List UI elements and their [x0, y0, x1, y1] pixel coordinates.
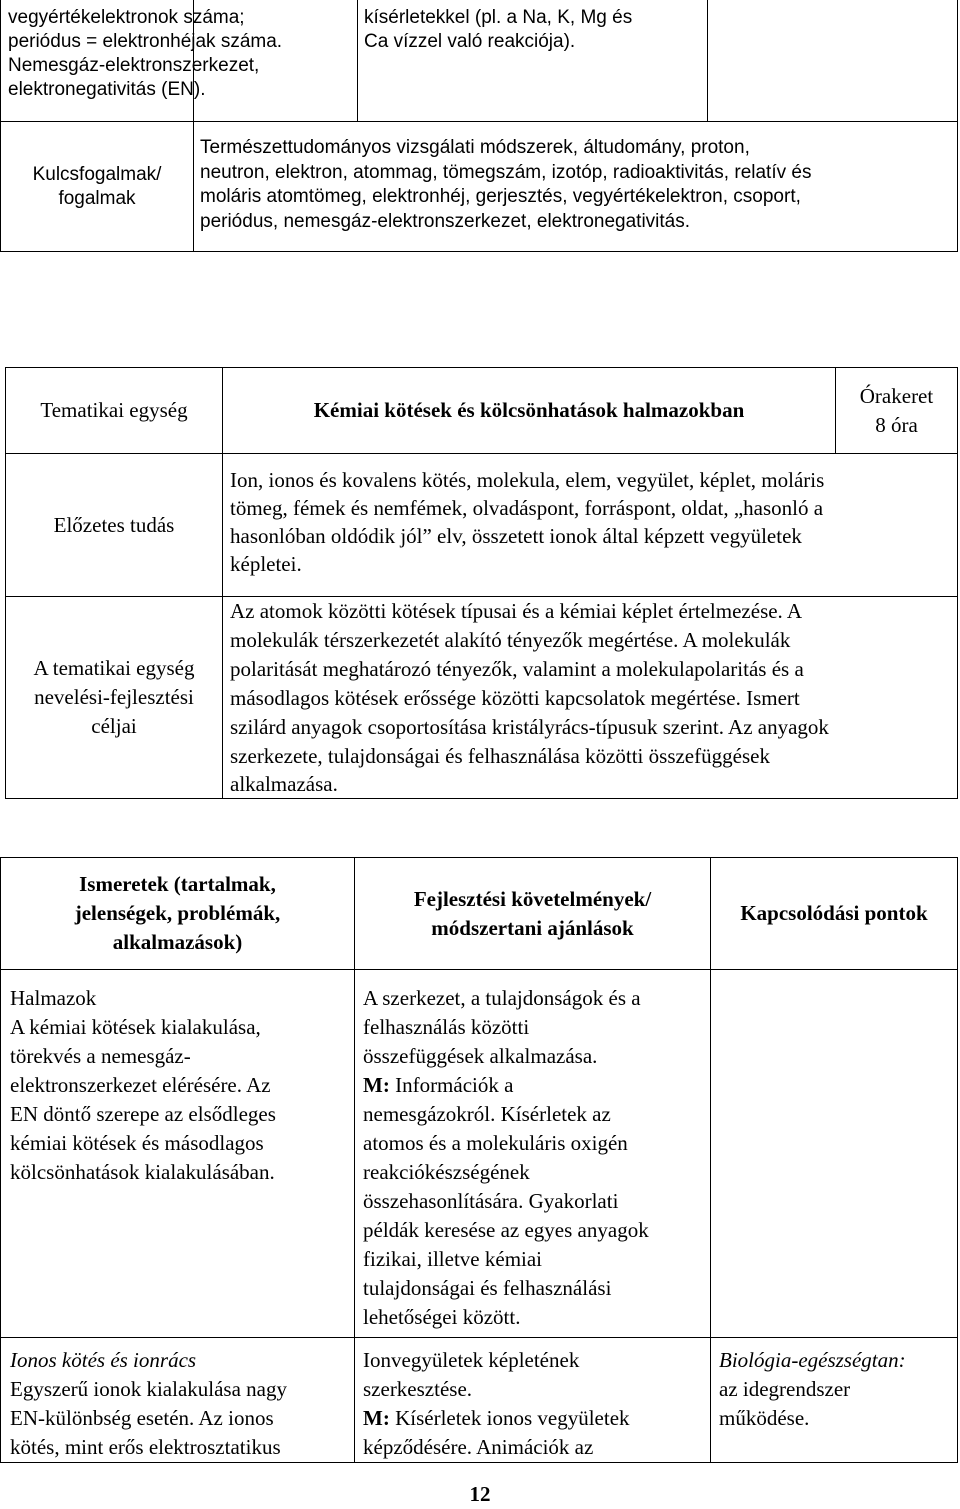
halmazok-content: Halmazok A kémiai kötések kialakulása, törekvés a nemesgáz- elektronszerkezet elérésére. Az EN döntő szerepe az elsődleges kémiai kötések és másodlagos kölcsönhatások kialakulásában.	[10, 984, 352, 1187]
prior-knowledge-text: Ion, ionos és kovalens kötés, molekula, elem, vegyület, képlet, moláris tömeg, fémek és nemfémek, olvadáspont, forráspont, oldat, „hasonló a hasonlóban oldódik jól” elv, összetett ionok által képzett vegyületek képletei.	[230, 468, 825, 576]
table1-row1-left: vegyértékelektronok száma; periódus = elektronhéjak száma. Nemesgáz-elektronszerkezet, elektronegativitás (EN).	[8, 7, 283, 100]
table3-right	[957, 857, 958, 1463]
col-header-content: Ismeretek (tartalmak, jelenségek, problémák, alkalmazások)	[74, 872, 281, 954]
method-marker: M:	[363, 1073, 390, 1097]
key-concepts-text: Természettudományos vizsgálati módszerek, áltudomány, proton, neutron, elektron, atommag, tömegszám, izotóp, radioaktivitás, relatív és moláris atomtömeg, elektronhéj, gerjesztés, vegyértékelektron, csoport, periódus, nemesgáz-elektronszerkezet, elektronegativitás.	[200, 137, 812, 232]
halmazok-requirements: A szerkezet, a tulajdonságok és a felhasználás közötti összefüggések alkalmazása. M: Információk a nemesgázokról. Kísérletek az atomos és a molekuláris oxigén reakciókészségének összehasonlítására. Gyakorlati példák keresése az egyes anyagok fizikai, illetve kémiai tulajdonságai és felhasználási lehetőségei között.	[363, 986, 649, 1329]
unit-title: Kémiai kötések és kölcsönhatások halmazokban	[313, 398, 745, 422]
page-number: 12	[469, 1482, 491, 1506]
col-header-requirements: Fejlesztési követelmények/ módszertani ajánlások	[413, 886, 652, 940]
unit-label: Tematikai egység	[40, 398, 188, 422]
goals-label: A tematikai egység nevelési-fejlesztési céljai	[33, 656, 195, 738]
table1-right	[957, 0, 958, 252]
table3-header-bottom	[0, 969, 958, 970]
ionic-bond-content: Ionos kötés és ionrács Egyszerű ionok kialakulása nagy EN-különbség esetén. Az ionos kötés, mint erős elektrosztatikus	[10, 1346, 352, 1462]
time-frame: Órakeret 8 óra	[859, 383, 934, 437]
table3-row-divider	[0, 1337, 958, 1338]
table1-col-divider-2	[357, 0, 358, 122]
prior-knowledge-label: Előzetes tudás	[53, 512, 175, 537]
ionic-bond-requirements: Ionvegyületek képletének szerkesztése. M: Kísérletek ionos vegyületek képződésére. Animációk az	[363, 1348, 630, 1459]
table1-col-divider-3	[707, 0, 708, 122]
ionic-bond-connections: Biológia-egészségtan: az idegrendszer működése.	[719, 1348, 906, 1430]
table1-row1-mid: kísérletekkel (pl. a Na, K, Mg és Ca vízzel való reakciója).	[364, 7, 633, 52]
col-header-connections: Kapcsolódási pontok	[740, 901, 928, 925]
key-concepts-label: Kulcsfogalmak/ fogalmak	[32, 163, 162, 209]
method-marker: M:	[363, 1406, 390, 1430]
section-title: Ionos kötés és ionrács	[10, 1348, 197, 1372]
section-title: Halmazok	[10, 986, 97, 1010]
goals-text: Az atomok közötti kötések típusai és a kémiai képlet értelmezése. A molekulák térszerkezetét alakító tényezők megértése. A molekulák polaritását meghatározó tényezők, valamint a molekulapolaritás és a másodlagos kötések erőssége közötti kapcsolatok megértése. Ismert szilárd anyagok csoportosítása kristályrács-típusuk szerint. Az anyagok szerkezete, tulajdonságai és felhasználása közötti összefüggések alkalmazása.	[230, 599, 829, 797]
table2-right	[957, 367, 958, 799]
table3-bottom	[0, 1462, 958, 1463]
table1-bottom	[0, 251, 958, 252]
